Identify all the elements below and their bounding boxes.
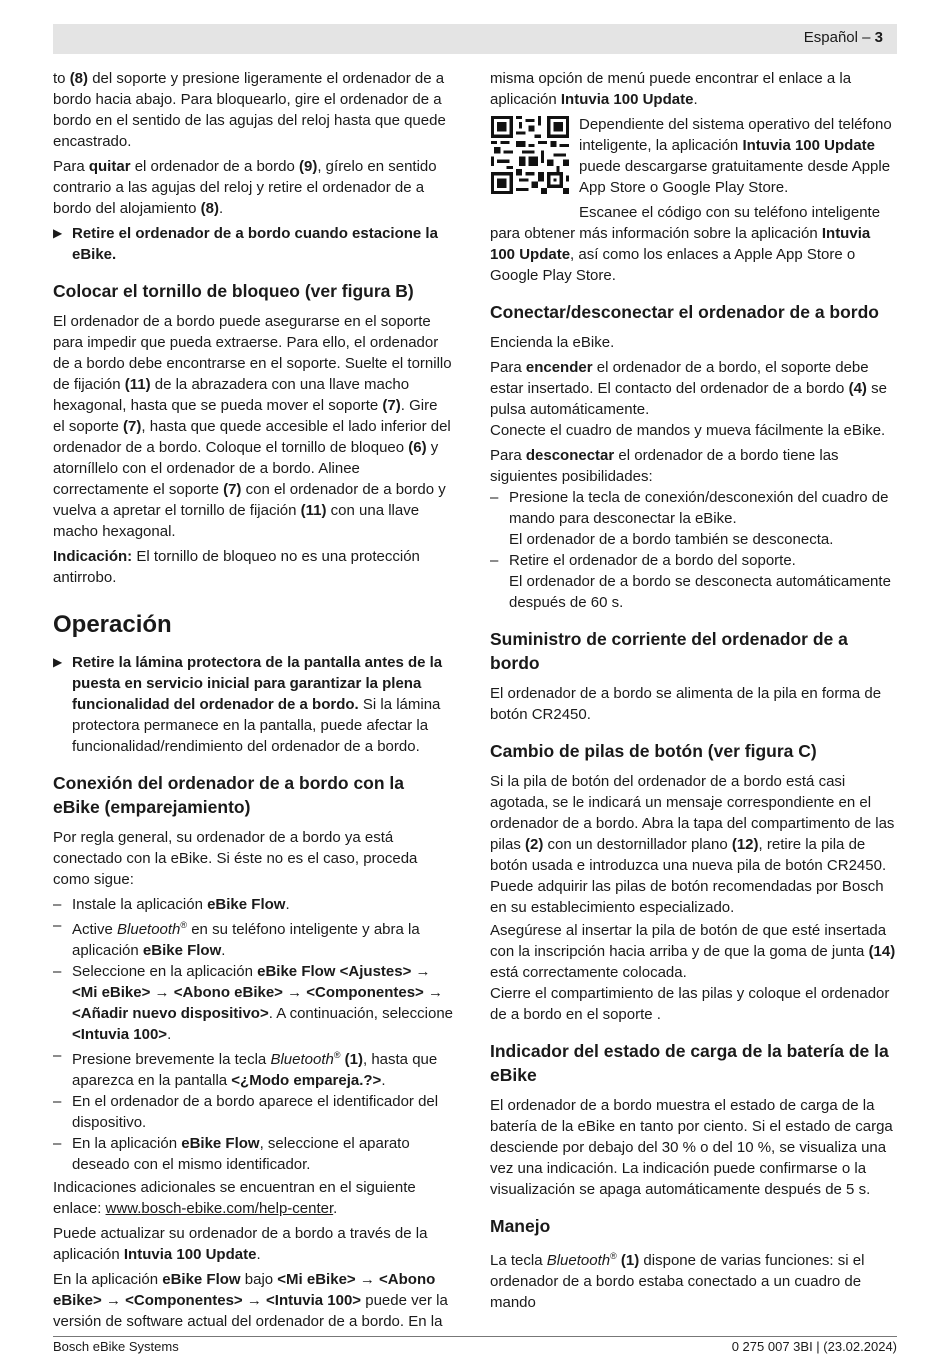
paragraph-switch-off: Para desconectar el ordenador de a bordo tiene las siguientes posibilidades: xyxy=(490,447,839,485)
list-item: – En la aplicación eBike Flow, seleccione el aparato deseado con el mismo identificador. xyxy=(53,1135,410,1173)
page-header xyxy=(804,29,883,46)
list-item: – Presione la tecla de conexión/desconexión del cuadro de mando para desconectar la eBike. El ordenador de a bordo también se desconecta. xyxy=(490,489,889,548)
heading-pairing: Conexión del ordenador de a bordo con la eBike (emparejamiento) xyxy=(53,773,405,817)
warning-remove-when-parked: ▶ Retire el ordenador de a bordo cuando estacione la eBike. xyxy=(53,225,438,263)
list-item: – En el ordenador de a bordo aparece el identificador del dispositivo. xyxy=(53,1093,439,1131)
list-item: – Seleccione en la aplicación eBike Flow <Ajustes> → <Mi eBike> → <Abono eBike> → <Componentes> → <Añadir nuevo dispositivo>. A continuación, seleccione <Intuvia 100>. xyxy=(53,963,454,1043)
paragraph-help-link: Indicaciones adicionales se encuentran en el siguiente enlace: www.bosch-ebike.com/help-center. xyxy=(53,1179,416,1217)
footer-doc-number: 0 275 007 3BI | (23.02.2024) xyxy=(731,1339,897,1354)
paragraph-software-version: En la aplicación eBike Flow bajo <Mi eBike> → <Abono eBike> → <Componentes> → <Intuvia 100> puede ver la versión de software actual del ordenador de a bordo. En la xyxy=(53,1271,448,1330)
heading-operation-controls: Manejo xyxy=(490,1216,551,1236)
paragraph-app-download: Dependiente del sistema operativo del teléfono inteligente, la aplicación Intuvia 100 Update puede descargarse gratuitamente desde Apple App Store o Google Play Store. xyxy=(579,116,892,196)
paragraph-mount-continued: to (8) del soporte y presione ligeramente el ordenador de a bordo hacia abajo. Para bloquearlo, gire el ordenador de a bordo en el sentido de las agujas del reloj hasta que quede encastrado. xyxy=(53,70,446,150)
paragraph-bluetooth-button: La tecla Bluetooth® (1) dispone de varias funciones: si el ordenador de a bordo estaba conectado a un cuadro de mando xyxy=(490,1251,865,1311)
paragraph-switch-on: Para encender el ordenador de a bordo, el soporte debe estar insertado. El contacto del ordenador de a bordo (4) se pulsa automáticamente. xyxy=(490,359,887,418)
header-separator: – xyxy=(857,29,875,46)
heading-lock-screw: Colocar el tornillo de bloqueo (ver figura B) xyxy=(53,281,414,301)
paragraph-charge-indicator: El ordenador de a bordo muestra el estado de carga de la batería de la eBike en tanto por ciento. Si el estado de carga desciende por debajo del 30 % o del 10 %, se visualiza una vez una indicación. La indicación puede confirmarse o la visualización se apaga automáticamente después de 5 s. xyxy=(490,1097,893,1198)
list-item: – Active Bluetooth® en su teléfono inteligente y abra la aplicación eBike Flow. xyxy=(53,917,420,959)
warning-protective-film: ▶ Retire la lámina protectora de la pantalla antes de la puesta en servicio inicial para garantizar la plena funcionalidad del ordenador de a bordo. Si la lámina protectora permanece en la pantalla, puede afectar la funcionalidad/rendimiento del ordenador de a bordo. xyxy=(53,654,443,755)
left-column xyxy=(53,68,453,1336)
heading-power-supply: Suministro de corriente del ordenador de a bordo xyxy=(490,629,848,673)
paragraph-scan-code: Escanee el código con su teléfono inteligente para obtener más información sobre la aplicación Intuvia 100 Update, así como los enlaces a Apple App Store o Google Play Store. xyxy=(490,204,881,284)
paragraph-note: Indicación: El tornillo de bloqueo no es una protección antirrobo. xyxy=(53,548,420,586)
footer-brand: Bosch eBike Systems xyxy=(53,1339,179,1354)
qr-block xyxy=(490,114,896,198)
paragraph-battery-insert: Asegúrese al insertar la pila de botón de que esté insertada con la inscripción hacia arriba y de que la goma de junta (14) está correctamente colocada. xyxy=(490,922,896,981)
paragraph-connect-control: Conecte el cuadro de mandos y mueva fácilmente la eBike. xyxy=(490,422,886,439)
heading-charge-indicator: Indicador del estado de carga de la batería de la eBike xyxy=(490,1041,889,1085)
heading-battery-change: Cambio de pilas de botón (ver figura C) xyxy=(490,741,817,761)
list-item: – Retire el ordenador de a bordo del soporte. El ordenador de a bordo se desconecta automáticamente después de 60 s. xyxy=(490,552,891,611)
footer-divider xyxy=(53,1336,897,1337)
paragraph-update-link: misma opción de menú puede encontrar el enlace a la aplicación Intuvia 100 Update. xyxy=(490,70,852,108)
page-header-bar xyxy=(53,24,897,54)
paragraph-close-compartment: Cierre el compartimiento de las pilas y coloque el ordenador de a bordo en el soporte . xyxy=(490,985,890,1023)
header-language: Español xyxy=(803,29,858,46)
heading-on-off: Conectar/desconectar el ordenador de a bordo xyxy=(490,302,879,322)
list-item: – Presione brevemente la tecla Bluetooth® (1), hasta que aparezca en la pantalla <¿Modo empareja.?>. xyxy=(53,1047,438,1089)
paragraph-lock-screw: El ordenador de a bordo puede asegurarse en el soporte para impedir que pueda extraerse. Para ello, el ordenador de a bordo debe encontrarse en el soporte. Suelte el tornillo de fijación (11) de la abrazadera con una llave macho hexagonal, hasta que se pueda mover el soporte (7). Gire el soporte (7), hasta que quede accesible el lado inferior del ordenador de a bordo. Coloque el tornillo de bloqueo (6) y atorníllelo con el ordenador de a bordo. Alinee correctamente el soporte (7) con el ordenador de a bordo y vuelva a apretar el tornillo de fijación (11) con una llave macho hexagonal. xyxy=(53,313,452,540)
right-column xyxy=(490,68,896,1317)
paragraph-update: Puede actualizar su ordenador de a bordo a través de la aplicación Intuvia 100 Update. xyxy=(53,1225,428,1263)
paragraph-battery-change: Si la pila de botón del ordenador de a bordo está casi agotada, se le indicará un mensaje correspondiente en el ordenador de a bordo. Abra la tapa del compartimento de las pilas (2) con un destornillador plano (12), retire la pila de botón usada e introduzca una nueva pila de botón CR2450. Puede adquirir las pilas de botón recomendadas por Bosch en su establecimiento especializado. xyxy=(490,773,895,916)
paragraph-power-supply: El ordenador de a bordo se alimenta de la pila en forma de botón CR2450. xyxy=(490,685,882,723)
pairing-steps-list xyxy=(53,894,453,1175)
qr-code-icon[interactable] xyxy=(491,116,569,194)
help-center-link[interactable]: www.bosch-ebike.com/help-center xyxy=(105,1200,334,1217)
warning-triangle-icon: ▶ xyxy=(53,226,63,240)
paragraph-pairing-intro: Por regla general, su ordenador de a bordo ya está conectado con la eBike. Si éste no es el caso, proceda como sigue: xyxy=(53,829,418,888)
list-item: – Instale la aplicación eBike Flow. xyxy=(53,896,290,913)
paragraph-remove: Para quitar el ordenador de a bordo (9), gírelo en sentido contrario a las agujas del reloj y retire el ordenador de a bordo del alojamiento (8). xyxy=(53,158,437,217)
warning-triangle-icon: ▶ xyxy=(53,655,63,669)
page-number: 3 xyxy=(874,29,883,46)
heading-operation: Operación xyxy=(53,611,172,638)
paragraph-switch-on-ebike: Encienda la eBike. xyxy=(490,334,615,351)
switch-off-options-list xyxy=(490,487,896,613)
